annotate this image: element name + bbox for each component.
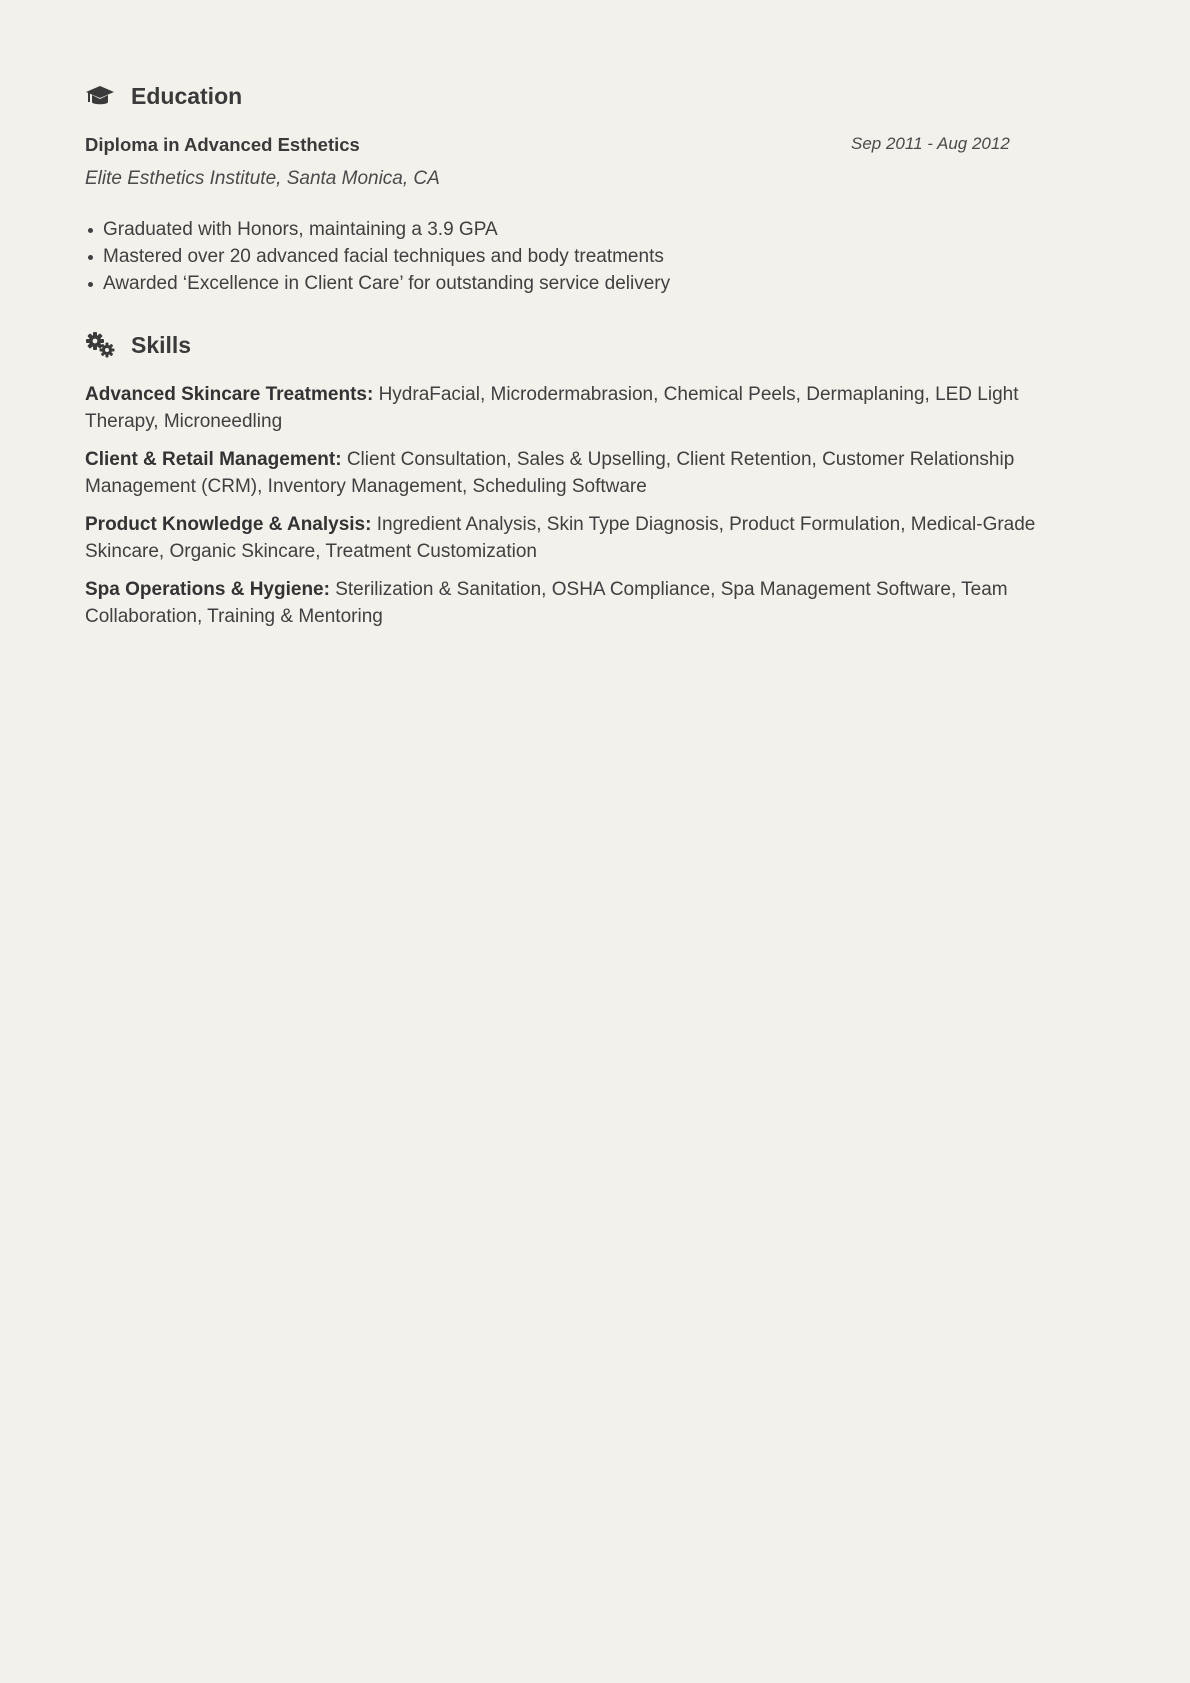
education-dates: Sep 2011 - Aug 2012 bbox=[851, 134, 1010, 153]
skill-category-text: Ingredient Analysis, Skin Type Diagnosis, Product Formulation, Medical-Grade Skincare, Organic Skincare, Treatment Customization bbox=[85, 514, 1036, 562]
skill-category-label: Product Knowledge & Analysis: bbox=[85, 514, 377, 535]
skills-list bbox=[85, 381, 1090, 641]
education-achievements-list bbox=[85, 216, 670, 297]
skill-entry bbox=[85, 576, 1090, 630]
list-item: Awarded ‘Excellence in Client Care’ for outstanding service delivery bbox=[85, 270, 670, 297]
skill-category-label: Client & Retail Management: bbox=[85, 449, 347, 470]
skill-category-label: Advanced Skincare Treatments: bbox=[85, 384, 379, 405]
gears-icon bbox=[85, 329, 117, 361]
skills-title: Skills bbox=[131, 331, 192, 358]
skill-category-text: Client Consultation, Sales & Upselling, Client Retention, Customer Relationship Management (CRM), Inventory Management, Scheduling Software bbox=[85, 449, 1015, 497]
skill-entry bbox=[85, 446, 1090, 500]
degree-title: Diploma in Advanced Esthetics bbox=[85, 134, 360, 155]
skill-category-text: HydraFacial, Microdermabrasion, Chemical Peels, Dermaplaning, LED Light Therapy, Microneedling bbox=[85, 384, 1019, 432]
skill-entry bbox=[85, 381, 1090, 435]
graduation-cap-icon bbox=[85, 80, 117, 112]
skill-category-text: Sterilization & Sanitation, OSHA Compliance, Spa Management Software, Team Collaboration, Training & Mentoring bbox=[85, 579, 1008, 627]
institution-name: Elite Esthetics Institute, Santa Monica, CA bbox=[85, 168, 440, 189]
education-title: Education bbox=[131, 82, 243, 109]
education-section-header bbox=[85, 78, 242, 114]
list-item: Mastered over 20 advanced facial techniques and body treatments bbox=[85, 243, 670, 270]
list-item: Graduated with Honors, maintaining a 3.9 GPA bbox=[85, 216, 670, 243]
skills-section-header bbox=[85, 327, 191, 363]
skill-entry bbox=[85, 511, 1090, 565]
skill-category-label: Spa Operations & Hygiene: bbox=[85, 579, 336, 600]
